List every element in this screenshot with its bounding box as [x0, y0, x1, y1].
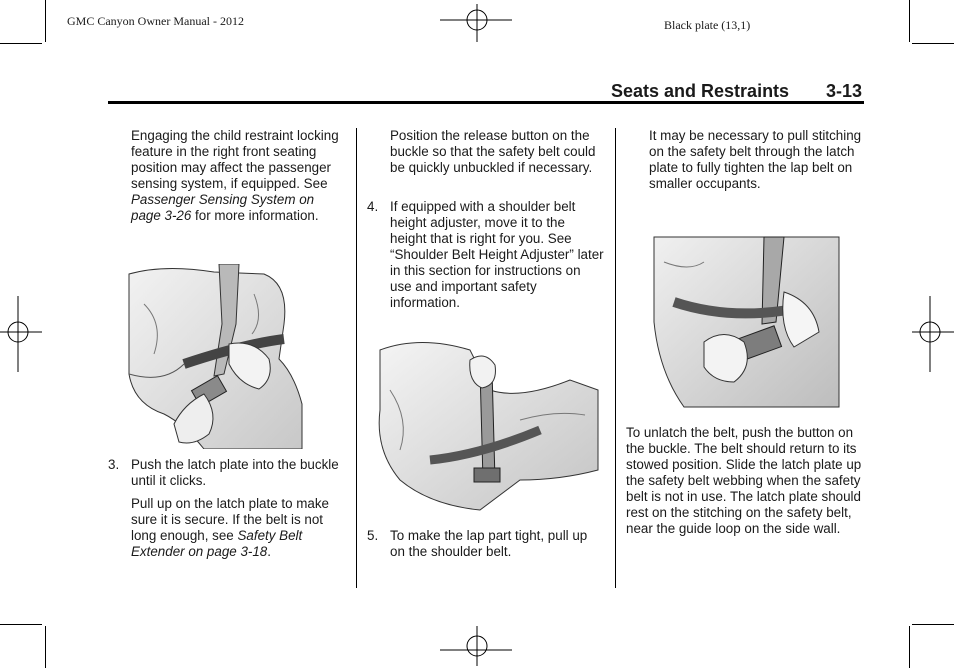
- registration-mark-icon: [440, 0, 516, 42]
- column-divider: [615, 128, 616, 588]
- manual-title: GMC Canyon Owner Manual - 2012: [67, 14, 244, 28]
- section-title: Seats and Restraints: [611, 81, 790, 101]
- crop-mark: [912, 624, 954, 625]
- column-divider: [356, 128, 357, 588]
- passenger-sensing-link[interactable]: Passenger Sensing System on page 3-26: [131, 192, 315, 223]
- step-number: 5.: [367, 528, 379, 543]
- stitching-paragraph: It may be necessary to pull stitching on the safety belt through the latch plate to fully tighten the lap belt on smaller occupants.: [649, 128, 862, 191]
- paragraph-text: for more information.: [191, 208, 319, 223]
- crop-mark: [0, 624, 42, 625]
- pull-up-paragraph: [131, 496, 346, 560]
- unlatch-paragraph: To unlatch the belt, push the button on the buckle. The belt should return to its stowed position. Slide the latch plate up the safety belt webbing when the safety belt is not in use. The latch plate should rest on the stitching on the safety belt, near the guide loop on the side wall.: [626, 425, 862, 536]
- step-number: 4.: [367, 199, 379, 214]
- crop-mark: [45, 626, 46, 668]
- child-restraint-paragraph: [131, 128, 346, 224]
- paragraph-text: Engaging the child restraint locking feature in the right front seating position may affect the passenger sensing system, if equipped. See: [131, 128, 339, 191]
- release-button-paragraph: Position the release button on the buckle so that the safety belt could be quickly unbuckled if necessary.: [390, 128, 596, 175]
- crop-mark: [909, 626, 910, 668]
- plate-label: Black plate (13,1): [664, 18, 751, 32]
- step-5-text: To make the lap part tight, pull up on the shoulder belt.: [390, 528, 588, 559]
- belt-extender-link[interactable]: Safety Belt Extender on page 3-18: [131, 528, 303, 559]
- crop-mark: [912, 43, 954, 44]
- header-rule: [108, 101, 864, 104]
- registration-mark-icon: [0, 296, 42, 372]
- step-3-text: Push the latch plate into the buckle until it clicks.: [131, 457, 339, 488]
- paragraph-text: .: [267, 544, 271, 559]
- registration-mark-icon: [440, 626, 516, 668]
- crop-mark: [0, 43, 42, 44]
- latch-plate-illustration: [124, 264, 304, 449]
- crop-mark: [909, 0, 910, 42]
- buckle-release-illustration: [644, 232, 842, 412]
- crop-mark: [45, 0, 46, 42]
- step-number: 3.: [108, 457, 120, 472]
- registration-mark-icon: [912, 296, 954, 372]
- page-number: 3-13: [826, 81, 863, 101]
- step-4-text: If equipped with a shoulder belt height adjuster, move it to the height that is right for you. See “Shoulder Belt Height Adjuster” later in this section for instructions on use and important safety information.: [390, 199, 604, 310]
- paragraph-text: Pull up on the latch plate to make sure it is secure. If the belt is not long enough, see: [131, 496, 330, 543]
- shoulder-belt-pull-illustration: [370, 330, 600, 520]
